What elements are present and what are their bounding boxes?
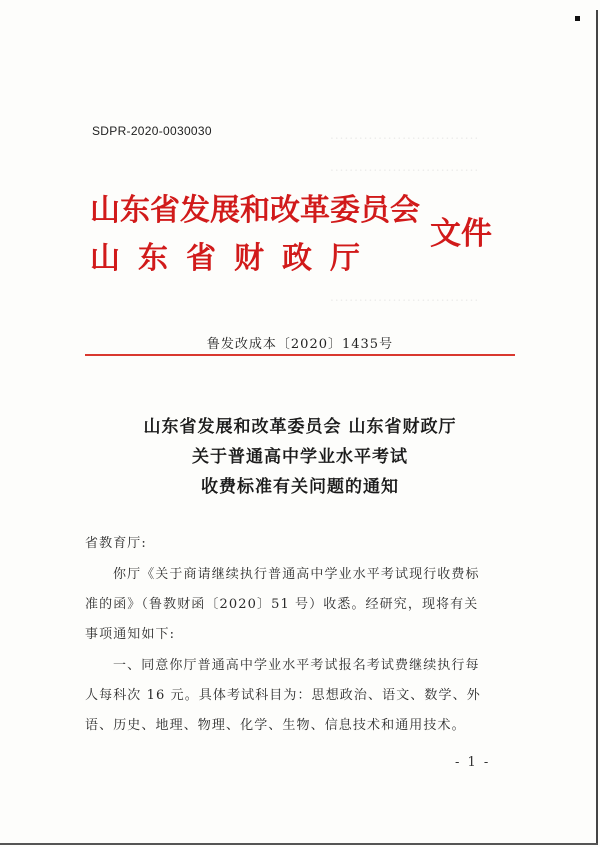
title-line-2: 关于普通高中学业水平考试 [192,447,408,467]
document-number: 鲁发改成本〔2020〕1435号 [206,337,394,352]
page-frame-bottom [0,843,598,845]
page-number: - 1 - [455,755,491,770]
paragraph-1-line-2: 准的函》（鲁教财函〔2020〕51 号）收悉。经研究，现将有关 [85,597,479,612]
red-divider [85,354,515,356]
bleed-through: ............................... [330,128,480,142]
paragraph-2-line-3: 语、历史、地理、物理、化学、生物、信息技术和通用技术。 [85,718,466,733]
salutation: 省教育厅: [85,536,147,551]
file-word: 文件 [430,216,492,252]
paragraph-2-line-1: 一、同意你厅普通高中学业水平考试报名考试费继续执行每 [113,658,480,673]
corner-mark [575,16,580,21]
title-line-3: 收费标准有关问题的通知 [201,477,399,497]
issuer-line-2: 山东省财政厅 [90,241,378,276]
document-code: SDPR-2020-0030030 [92,124,212,138]
paragraph-2-line-2: 人每科次 16 元。具体考试科目为：思想政治、语文、数学、外 [85,688,481,703]
issuer-line-1: 山东省发展和改革委员会 [90,193,420,228]
bleed-through: ............................... [330,160,480,174]
bleed-through: ............................... [330,290,480,304]
title-line-1: 山东省发展和改革委员会 山东省财政厅 [143,417,457,437]
paragraph-1-line-1: 你厅《关于商请继续执行普通高中学业水平考试现行收费标 [113,567,480,582]
paragraph-1-line-3: 事项通知如下: [85,627,176,642]
